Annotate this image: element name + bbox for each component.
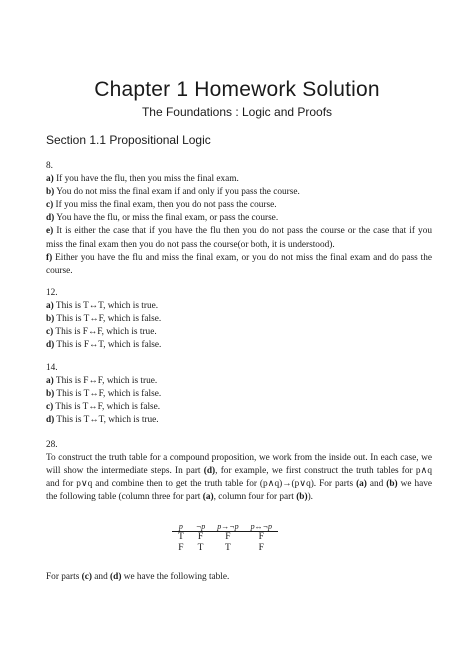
answer-item: b) You do not miss the final exam if and only if you pass the course. xyxy=(46,187,300,198)
answer-item: c) If you miss the final exam, then you do not pass the course. xyxy=(46,200,277,211)
answer-item: c) This is F↔F, which is true. xyxy=(46,327,157,338)
question-14 xyxy=(46,362,432,427)
table-cell: T xyxy=(178,532,184,542)
answer-item: d) You have the flu, or miss the final exam, or pass the course. xyxy=(46,213,279,224)
page-subtitle: The Foundations : Logic and Proofs xyxy=(141,105,333,119)
answer-item: a) This is F↔F, which is true. xyxy=(46,376,158,387)
question-12 xyxy=(46,287,432,352)
answer-item: b) This is T↔F, which is false. xyxy=(46,389,162,400)
section-heading: Section 1.1 Propositional Logic xyxy=(46,133,211,147)
question-28-text: To construct the truth table for a compound proposition, we work from the inside out. In each case, we will show the intermediate steps. In part (d), for example, we first construct the truth tables for p∧q and for p∨q and combine then to get the truth table for (p∧q)→(p∨q). For parts (a) and (b) we have the following table (column three for part (a), column four for part (b)). xyxy=(46,453,432,503)
question-number: 8. xyxy=(46,161,53,171)
table-cell: F xyxy=(258,532,264,542)
question-28 xyxy=(46,439,432,504)
answer-item: d) This is F↔T, which is false. xyxy=(46,340,162,351)
page-title: Chapter 1 Homework Solution xyxy=(94,78,380,101)
question-8 xyxy=(46,160,432,278)
table-cell: F xyxy=(225,532,231,542)
question-number: 14. xyxy=(46,363,58,373)
table-header: p xyxy=(172,522,190,532)
answer-item: a) This is T↔T, which is true. xyxy=(46,301,159,312)
answer-item: a) If you have the flu, then you miss the final exam. xyxy=(46,174,239,185)
table-row xyxy=(172,532,278,544)
answer-item: b) This is T↔F, which is false. xyxy=(46,314,162,325)
table-cell: F xyxy=(197,532,204,542)
answer-item: e) It is either the case that if you have the flu then you do not pass the course or the case that if you miss the final exam then you do not pass the course(or both, it is understood). xyxy=(46,226,432,250)
table-cell: F xyxy=(178,543,184,553)
truth-table xyxy=(172,522,278,554)
table-cell: T xyxy=(225,543,231,553)
question-number: 28. xyxy=(46,440,58,450)
question-number: 12. xyxy=(46,288,58,298)
answer-item: d) This is T↔T, which is true. xyxy=(46,415,159,426)
answer-item: f) Either you have the flu and miss the final exam, or you do not miss the final exam and do pass the course. xyxy=(46,252,432,276)
table-header: ¬p xyxy=(190,522,211,532)
table-cell: F xyxy=(258,543,264,553)
table-cell: T xyxy=(197,543,204,553)
answer-item: c) This is T↔F, which is false. xyxy=(46,402,161,413)
table-header: p→¬p xyxy=(211,522,244,532)
table-row xyxy=(172,543,278,554)
table-header: p↔¬p xyxy=(245,522,278,532)
closing-text: For parts (c) and (d) we have the following table. xyxy=(46,572,230,582)
